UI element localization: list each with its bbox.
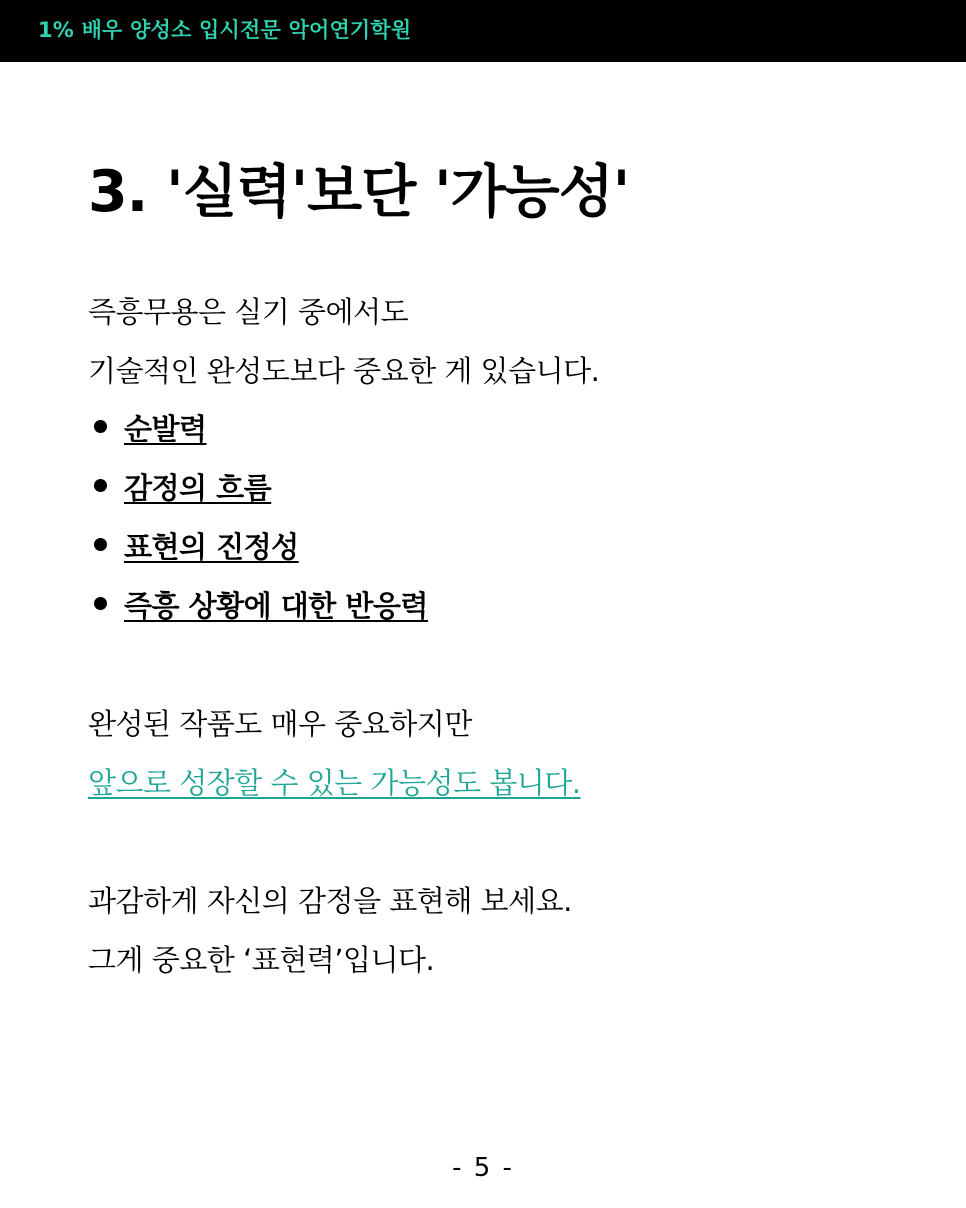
list-item-label: 즉흥 상황에 대한 반응력 [124, 589, 428, 623]
section-title: 3. '실력'보단 '가능성' [88, 159, 630, 225]
bullet-list [88, 407, 428, 643]
list-item [88, 525, 428, 584]
bullet-icon [94, 420, 107, 433]
list-item-label: 표현의 진정성 [124, 530, 299, 564]
middle-line: 완성된 작품도 매우 중요하지만 [88, 707, 472, 741]
header-bar [0, 0, 966, 62]
list-item-label: 감정의 흐름 [124, 471, 272, 505]
bullet-icon [94, 597, 107, 610]
intro-line-2: 기술적인 완성도보다 중요한 게 있습니다. [88, 354, 600, 388]
brand-title: 1% 배우 양성소 입시전문 악어연기학원 [38, 18, 412, 42]
closing-line-2: 그게 중요한 ‘표현력’입니다. [88, 943, 435, 977]
highlight-line: 앞으로 성장할 수 있는 가능성도 봅니다. [88, 766, 581, 800]
list-item-label: 순발력 [124, 412, 207, 446]
list-item [88, 466, 428, 525]
page-number: - 5 - [452, 1153, 514, 1183]
bullet-icon [94, 538, 107, 551]
bullet-icon [94, 479, 107, 492]
closing-line-1: 과감하게 자신의 감정을 표현해 보세요. [88, 884, 572, 918]
intro-line-1: 즉흥무용은 실기 중에서도 [88, 295, 409, 329]
list-item [88, 584, 428, 643]
list-item [88, 407, 428, 466]
